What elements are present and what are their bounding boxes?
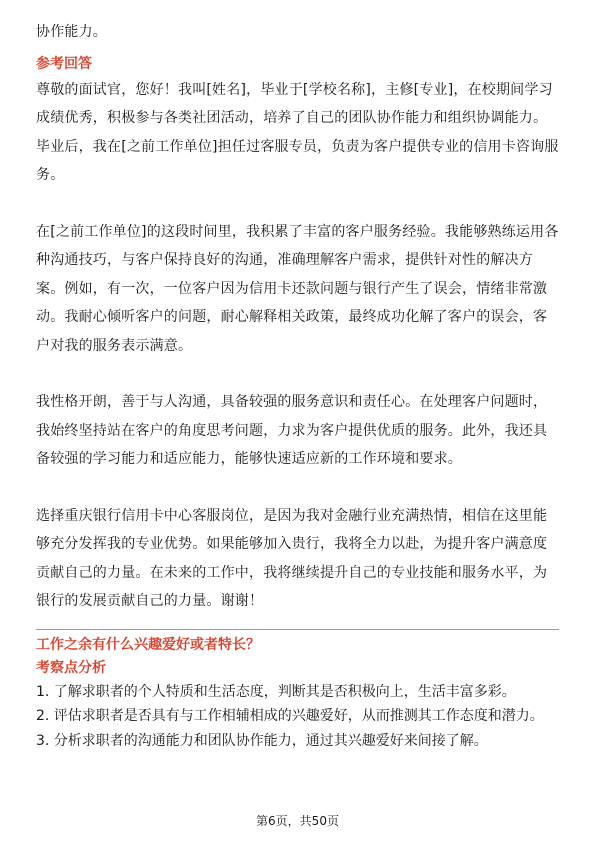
answer-paragraph: 尊敬的面试官，您好！我叫[姓名]，毕业于[学校名称]，主修[专业]，在校期间学习成绩优秀，积极参与各类社团活动，培养了自己的团队协作能力和组织协调能力。毕业后，我在[之前工作单位]担任过客服专员，负责为客户提供专业的信用卡咨询服务。 xyxy=(36,81,559,183)
answer-paragraph: 选择重庆银行信用卡中心客服岗位，是因为我对金融行业充满热情，相信在这里能够充分发挥我的专业优势。如果能够加入贵行，我将全力以赴，为提升客户满意度贡献自己的力量。在未来的工作中，我将继续提升自己的专业技能和服务水平，为银行的发展贡献自己的力量。谢谢！ xyxy=(36,507,548,609)
section-divider xyxy=(36,629,559,630)
analysis-item: 3. 分析求职者的沟通能力和团队协作能力，通过其兴趣爱好来间接了解。 xyxy=(36,732,488,749)
answer-paragraph: 我性格开朗，善于与人沟通，具备较强的服务意识和责任心。在处理客户问题时，我始终坚持站在客户的角度思考问题，力求为客户提供优质的服务。此外，我还具备较强的学习能力和适应能力，能够快速适应新的工作环境和要求。 xyxy=(36,394,548,467)
page-number-footer: 第6页，共50页 xyxy=(256,814,339,828)
analysis-item: 2. 评估求职者是否具有与工作相辅相成的兴趣爱好，从而推测其工作态度和潜力。 xyxy=(36,708,544,724)
question-heading: 工作之余有什么兴趣爱好或者特长？ xyxy=(36,636,260,653)
intro-line: 协作能力。 xyxy=(36,24,107,40)
analysis-heading: 考察点分析 xyxy=(36,659,106,676)
analysis-item: 1. 了解求职者的个人特质和生活态度，判断其是否积极向上，生活丰富多彩。 xyxy=(36,683,516,700)
answer-paragraph: 在[之前工作单位]的这段时间里，我积累了丰富的客户服务经验。我能够熟练运用各种沟通技巧，与客户保持良好的沟通，准确理解客户需求，提供针对性的解决方案。例如，有一次，一位客户因为信用卡还款问题与银行产生了误会，情绪非常激动。我耐心倾听客户的问题，耐心解释相关政策，最终成功化解了客户的误会，客户对我的服务表示满意。 xyxy=(36,223,559,354)
document-page xyxy=(36,18,559,753)
answer-heading: 参考回答 xyxy=(36,55,92,72)
